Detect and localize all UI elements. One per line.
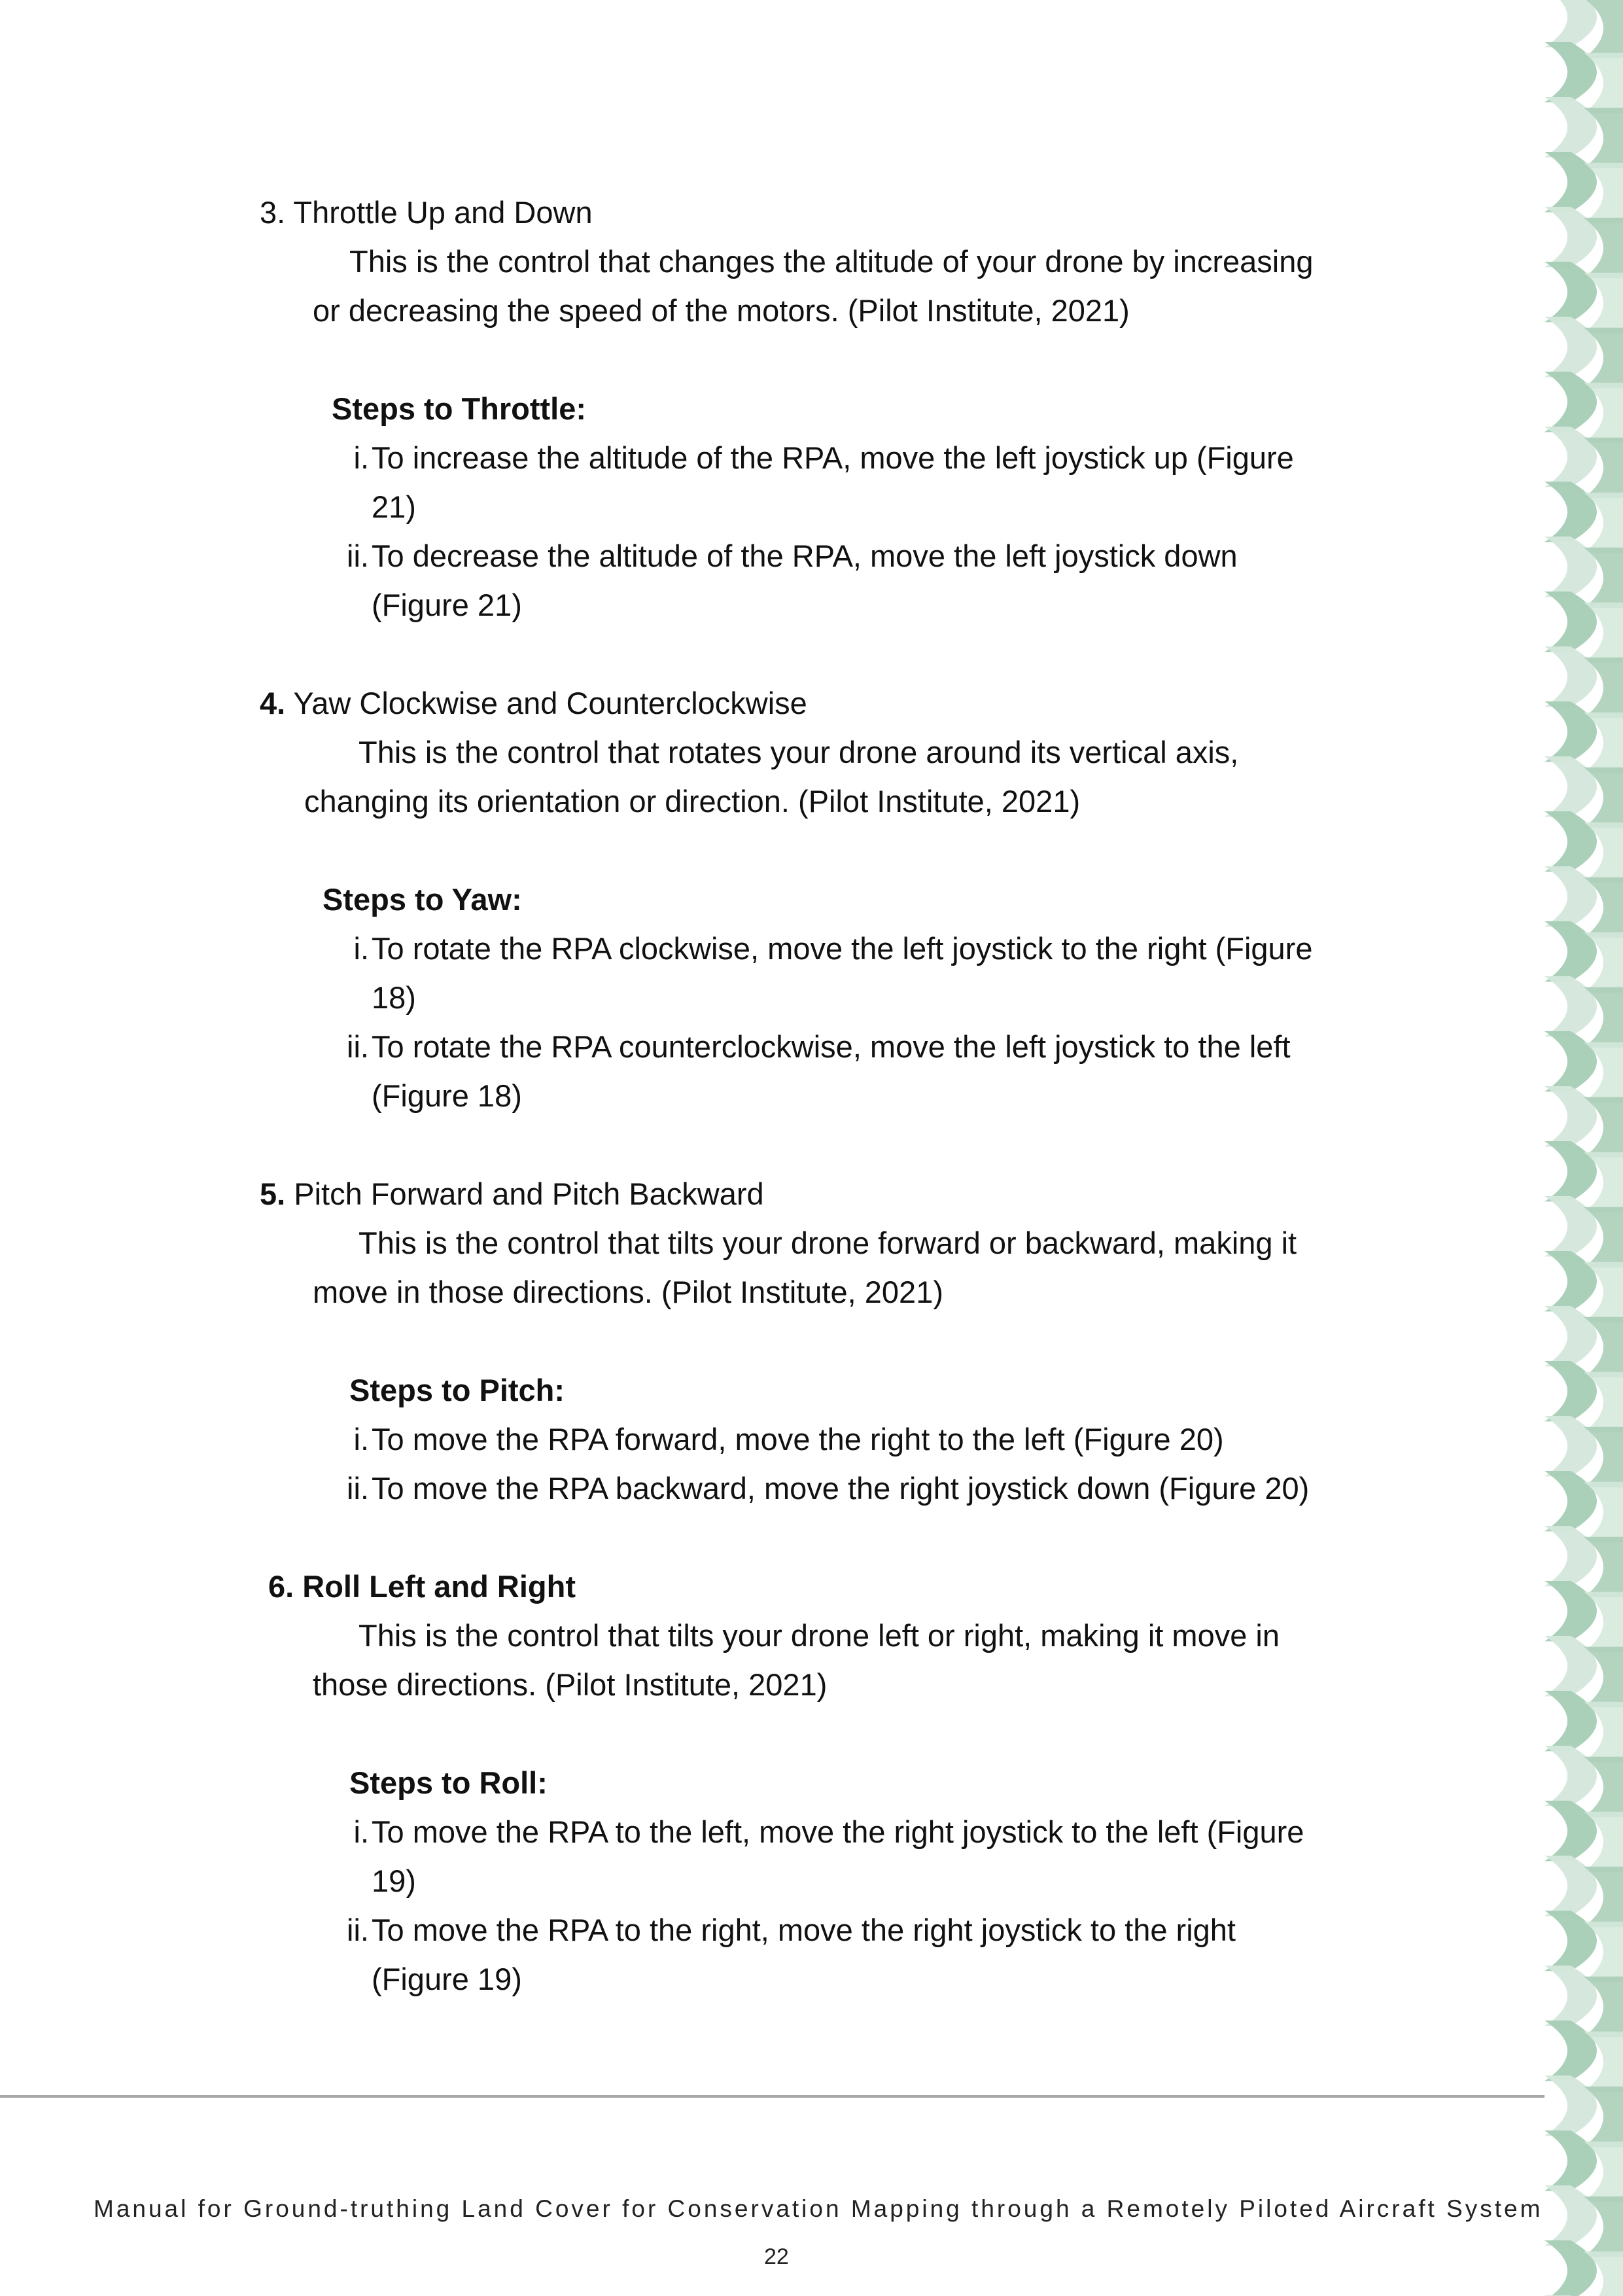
edge-chevron <box>1544 811 1597 872</box>
edge-chevron <box>1544 2185 1597 2246</box>
decorative-edge-pattern <box>1544 0 1623 2296</box>
edge-chevron <box>1544 0 1597 47</box>
edge-chevron <box>1544 1086 1597 1146</box>
edge-chevron <box>1544 1251 1597 1311</box>
section-4-para-line-1: This is the control that rotates your drone around its vertical axis, <box>358 735 1239 769</box>
section-6-para-line-2: those directions. (Pilot Institute, 2021) <box>313 1667 828 1702</box>
section-3-para-line-1: This is the control that changes the altitude of your drone by increasing <box>349 244 1314 279</box>
step-number: i. <box>353 931 369 966</box>
step-line-1: To rotate the RPA clockwise, move the left joystick to the right (Figure <box>372 931 1313 966</box>
edge-chevron <box>1544 262 1597 322</box>
section-4-title: Yaw Clockwise and Counterclockwise <box>293 686 807 720</box>
edge-chevron <box>1544 1801 1597 1861</box>
edge-chevron <box>1544 1581 1597 1641</box>
section-4-steps-heading: Steps to Yaw: <box>323 882 522 917</box>
edge-chevron <box>1544 1691 1597 1751</box>
edge-chevron <box>1544 1746 1597 1806</box>
step-line-1: To move the RPA to the right, move the right joystick to the right <box>372 1913 1236 1947</box>
section-6-step-2 <box>347 1910 1236 2000</box>
edge-chevron <box>1544 427 1597 487</box>
footer-divider <box>0 2095 1570 2098</box>
page-number: 22 <box>764 2244 789 2269</box>
edge-chevron <box>1544 2021 1597 2081</box>
step-number: ii. <box>347 1913 369 1947</box>
edge-chevron <box>1544 1361 1597 1421</box>
step-line-1: To rotate the RPA counterclockwise, move the left joystick to the left <box>372 1029 1291 1064</box>
step-line-2: (Figure 19) <box>372 1962 522 1996</box>
edge-chevron <box>1544 537 1597 597</box>
section-3-number: 3. <box>260 195 286 230</box>
step-number: ii. <box>347 1471 369 1506</box>
edge-chevron <box>1544 207 1597 267</box>
section-6-step-1 <box>353 1812 1304 1901</box>
section-3-para-line-2: or decreasing the speed of the motors. (Pilot Institute, 2021) <box>313 293 1130 328</box>
footer-title: Manual for Ground-truthing Land Cover for Conservation Mapping through a Remotely Piloted Aircraft System <box>94 2195 1543 2222</box>
step-line-1: To decrease the altitude of the RPA, move the left joystick down <box>372 539 1238 573</box>
edge-chevron <box>1544 1471 1597 1531</box>
section-6-heading <box>268 1566 576 1607</box>
edge-chevron <box>1544 42 1597 102</box>
section-4-step-2 <box>347 1027 1291 1116</box>
section-5-para-line-1: This is the control that tilts your drone forward or backward, making it <box>358 1226 1297 1260</box>
section-5-heading <box>260 1174 764 1214</box>
section-5-steps-heading: Steps to Pitch: <box>349 1373 565 1407</box>
edge-chevron <box>1544 701 1597 762</box>
edge-chevron <box>1544 1856 1597 1916</box>
section-4-para-line-2: changing its orientation or direction. (Pilot Institute, 2021) <box>304 784 1081 819</box>
edge-chevron <box>1544 2240 1597 2296</box>
edge-chevron <box>1544 1526 1597 1586</box>
edge-chevron <box>1544 1306 1597 1366</box>
section-6-number: 6. <box>268 1569 294 1604</box>
step-line-1: To move the RPA backward, move the right joystick down (Figure 20) <box>372 1471 1310 1506</box>
step-line-2: 18) <box>372 980 416 1015</box>
edge-chevron <box>1544 482 1597 542</box>
edge-chevron <box>1544 1141 1597 1201</box>
section-3-steps-heading: Steps to Throttle: <box>332 391 587 426</box>
step-line-1: To move the RPA forward, move the right to the left (Figure 20) <box>372 1422 1224 1457</box>
section-5-step-2 <box>347 1468 1310 1509</box>
step-line-2: 19) <box>372 1863 416 1898</box>
step-number: ii. <box>347 1029 369 1064</box>
edge-chevron <box>1544 592 1597 652</box>
edge-chevron <box>1544 1416 1597 1476</box>
step-line-2: (Figure 21) <box>372 588 522 622</box>
edge-pattern-svg <box>1544 0 1623 2296</box>
edge-chevron <box>1544 2130 1597 2191</box>
section-3-heading <box>260 192 593 233</box>
section-3-title: Throttle Up and Down <box>293 195 593 230</box>
section-3-step-2 <box>347 536 1238 626</box>
edge-chevron <box>1544 152 1597 212</box>
edge-chevron <box>1544 866 1597 927</box>
edge-chevron <box>1544 1636 1597 1696</box>
section-6-steps-heading: Steps to Roll: <box>349 1765 548 1800</box>
edge-chevron <box>1544 1966 1597 2026</box>
section-3-step-1 <box>353 438 1294 527</box>
step-line-2: (Figure 18) <box>372 1078 522 1113</box>
edge-chevron <box>1544 97 1597 157</box>
section-5-number: 5. <box>260 1176 286 1211</box>
section-4-heading <box>260 683 807 724</box>
step-number: i. <box>353 1422 369 1457</box>
section-5-step-1 <box>353 1419 1224 1460</box>
edge-chevron <box>1544 1911 1597 1971</box>
step-line-1: To move the RPA to the left, move the right joystick to the left (Figure <box>372 1814 1304 1849</box>
edge-chevron <box>1544 976 1597 1036</box>
section-5-para-line-2: move in those directions. (Pilot Institute, 2021) <box>313 1275 943 1309</box>
edge-chevron <box>1544 372 1597 432</box>
edge-chevron <box>1544 756 1597 817</box>
step-line-1: To increase the altitude of the RPA, move the left joystick up (Figure <box>372 440 1294 475</box>
section-6-title: Roll Left and Right <box>302 1569 576 1604</box>
edge-chevron <box>1544 1031 1597 1091</box>
section-5-title: Pitch Forward and Pitch Backward <box>294 1176 764 1211</box>
section-4-number: 4. <box>260 686 286 720</box>
edge-chevron <box>1544 1196 1597 1256</box>
edge-chevron <box>1544 921 1597 981</box>
edge-chevron <box>1544 317 1597 377</box>
step-line-2: 21) <box>372 489 416 524</box>
step-number: i. <box>353 1814 369 1849</box>
edge-chevron <box>1544 646 1597 707</box>
step-number: ii. <box>347 539 369 573</box>
section-6-para-line-1: This is the control that tilts your drone left or right, making it move in <box>358 1618 1280 1653</box>
step-number: i. <box>353 440 369 475</box>
edge-chevron <box>1544 2075 1597 2136</box>
section-4-step-1 <box>353 928 1313 1018</box>
